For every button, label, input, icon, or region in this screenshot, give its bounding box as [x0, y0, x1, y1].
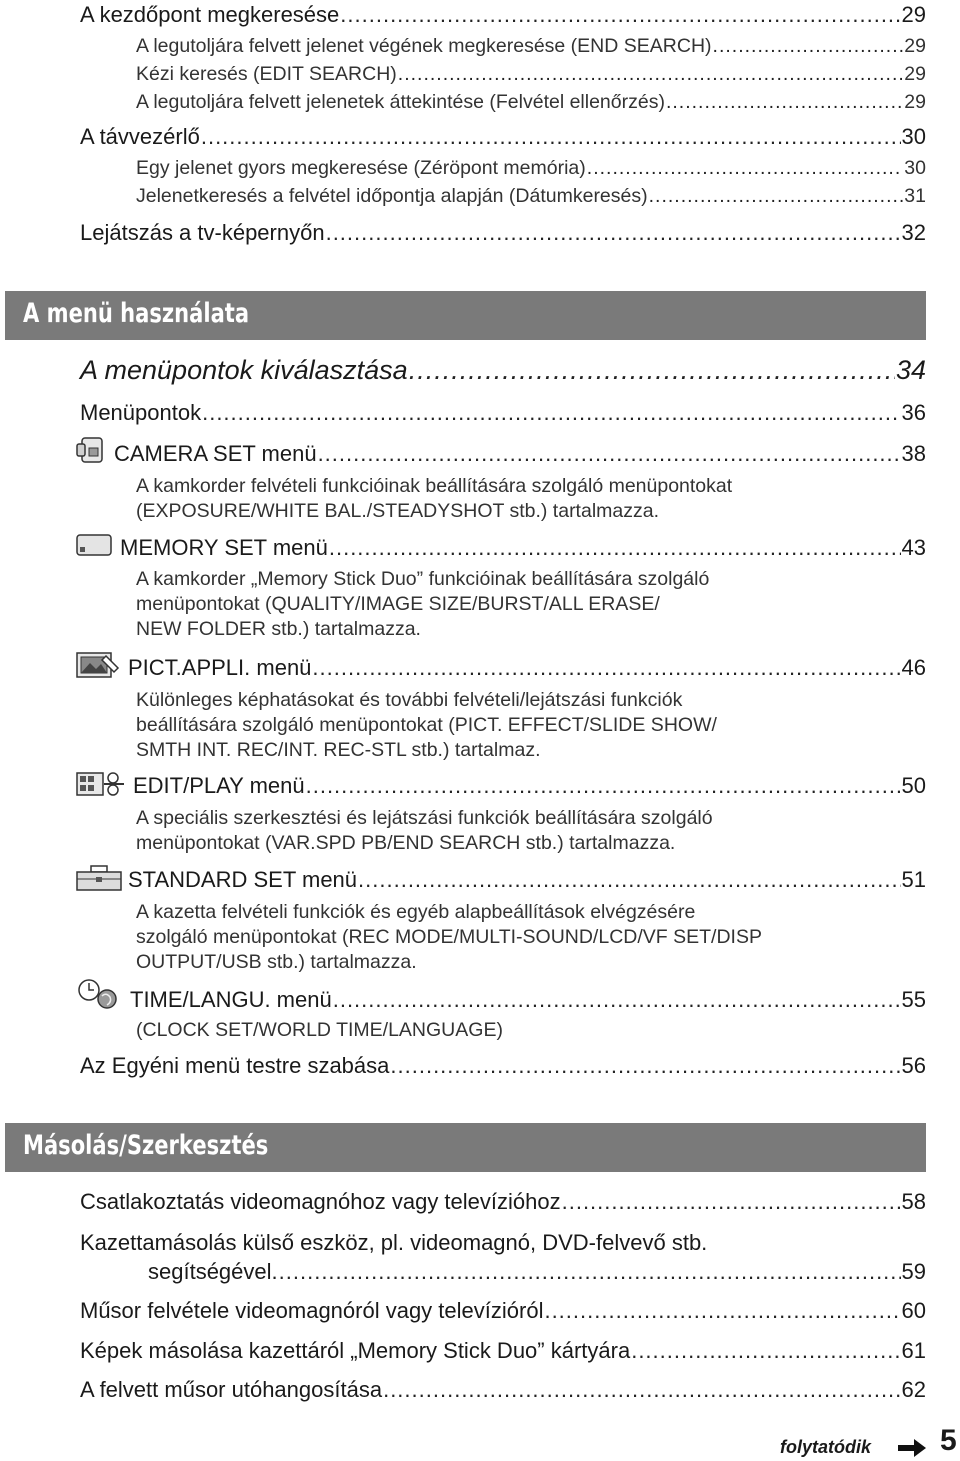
toc-entry-title: Egy jelenet gyors megkeresése (Zéröpont memória) [136, 157, 586, 179]
toc-subentry[interactable] [136, 157, 926, 180]
menu-description: A kazetta felvételi funkciók és egyéb alapbeállítások elvégzésére szolgáló menüpontokat (REC MODE/MULTI-SOUND/LCD/VF SET/DISP OUTPUT/USB stb.) tartalmazza. [136, 901, 762, 973]
toc-entry-title: A menüpontok kiválasztása [80, 355, 408, 385]
toc-entry-title-line1: Kazettamásolás külső eszköz, pl. videomagnó, DVD-felvevő stb. [80, 1230, 708, 1255]
toc-subentry[interactable] [136, 185, 926, 208]
toolbox-icon [76, 864, 122, 892]
toc-entry-title: Csatlakoztatás videomagnóhoz vagy televízióhoz [80, 1189, 561, 1214]
menu-description: (CLOCK SET/WORLD TIME/LANGUAGE) [136, 1019, 503, 1041]
edit-play-icon [76, 770, 126, 798]
toc-entry-title: STANDARD SET menü [128, 867, 358, 892]
toc-entry[interactable] [80, 1298, 926, 1324]
toc-entry[interactable] [80, 1338, 926, 1364]
toc-entry-page: 50 [901, 773, 926, 798]
toc-entry-page: 29 [904, 91, 926, 113]
toc-entry-page: 36 [901, 400, 926, 425]
toc-subentry[interactable] [136, 35, 926, 58]
menu-entry-standard-set[interactable] [128, 867, 926, 893]
toc-entry-page: 29 [904, 63, 926, 85]
toc-entry-page: 30 [904, 157, 926, 179]
menu-entry-edit-play[interactable] [133, 773, 926, 799]
toc-entry-title: A kezdőpont megkeresése [80, 2, 340, 27]
toc-entry-title: EDIT/PLAY menü [133, 773, 305, 798]
toc-entry-page: 32 [901, 220, 926, 245]
toc-entry[interactable] [80, 1377, 926, 1403]
toc-subentry[interactable] [136, 63, 926, 86]
toc-entry-title: MEMORY SET menü [120, 535, 328, 560]
menu-description: A speciális szerkesztési és lejátszási funkciók beállítására szolgáló menüpontokat (VAR.SPD PB/END SEARCH stb.) tartalmazza. [136, 807, 713, 854]
arrow-right-icon [897, 1438, 927, 1458]
toc-entry-title: Menüpontok [80, 400, 202, 425]
clock-globe-icon [76, 978, 120, 1010]
toc-entry-title: A felvett műsor utóhangosítása [80, 1377, 383, 1402]
toc-entry-page: 51 [901, 867, 926, 892]
toc-entry-title: Műsor felvétele videomagnóról vagy televízióról [80, 1298, 544, 1323]
toc-entry-page: 34 [895, 355, 926, 385]
menu-entry-pict-appli[interactable] [128, 655, 926, 681]
toc-entry-title: A távvezérlő [80, 124, 200, 149]
memory-card-icon [76, 533, 112, 557]
menu-description: Különleges képhatásokat és további felvételi/lejátszási funkciók beállítására szolgáló menüpontokat (PICT. EFFECT/SLIDE SHOW/ SMTH INT. REC/INT. REC-STL stb.) tartalmaz. [136, 689, 717, 761]
toc-entry-page: 30 [901, 124, 926, 149]
menu-entry-camera-set[interactable] [114, 441, 926, 467]
toc-lead-entry[interactable] [80, 355, 926, 386]
toc-entry-title: TIME/LANGU. menü [130, 987, 332, 1012]
toc-entry-title: PICT.APPLI. menü [128, 655, 312, 680]
menu-description: A kamkorder felvételi funkcióinak beállítására szolgáló menüpontokat (EXPOSURE/WHITE BAL./STEADYSHOT stb.) tartalmazza. [136, 475, 733, 522]
menu-entry-memory-set[interactable] [120, 535, 926, 561]
toc-entry[interactable] [80, 1189, 926, 1215]
page-number: 5 [940, 1424, 957, 1457]
toc-entry-title: A legutoljára felvett jelenet végének megkeresése (END SEARCH) [136, 35, 712, 57]
toc-entry-page: 46 [901, 655, 926, 680]
toc-entry-title: Lejátszás a tv-képernyőn [80, 220, 325, 245]
toc-entry[interactable] [80, 220, 926, 246]
toc-subentry[interactable] [136, 91, 926, 114]
toc-entry[interactable] [80, 1053, 926, 1079]
toc-entry[interactable] [80, 124, 926, 150]
toc-entry-page: 56 [901, 1053, 926, 1078]
toc-entry-page: 29 [904, 35, 926, 57]
toc-entry-page: 43 [901, 535, 926, 560]
toc-entry-page: 29 [901, 2, 926, 27]
menu-entry-time-langu[interactable] [130, 987, 926, 1013]
toc-entry-title: A legutoljára felvett jelenetek áttekintése (Felvétel ellenőrzés) [136, 91, 665, 113]
toc-entry-title: CAMERA SET menü [114, 441, 317, 466]
toc-entry-page: 60 [901, 1298, 926, 1323]
toc-entry-title: Kézi keresés (EDIT SEARCH) [136, 63, 397, 85]
toc-entry-title: segítségével. [148, 1259, 278, 1284]
toc-entry[interactable] [80, 2, 926, 28]
toc-entry[interactable] [148, 1259, 926, 1285]
toc-entry-page: 55 [901, 987, 926, 1012]
toc-entry-page: 61 [901, 1338, 926, 1363]
picture-app-icon [76, 650, 120, 680]
section-header [5, 1123, 926, 1172]
toc-entry-page: 58 [901, 1189, 926, 1214]
continued-label: folytatódik [780, 1437, 872, 1457]
toc-entry-title: Az Egyéni menü testre szabása [80, 1053, 390, 1078]
toc-entry-title: Jelenetkeresés a felvétel időpontja alapján (Dátumkeresés) [136, 185, 648, 207]
section-header [5, 291, 926, 340]
toc-entry-page: 38 [901, 441, 926, 466]
section-title: Másolás/Szerkesztés [23, 1130, 269, 1161]
toc-entry[interactable] [80, 400, 926, 426]
toc-entry-page: 31 [904, 185, 926, 207]
camera-icon [76, 436, 108, 464]
toc-entry-page: 59 [901, 1259, 926, 1284]
menu-description: A kamkorder „Memory Stick Duo” funkcióinak beállítására szolgáló menüpontokat (QUALITY/IMAGE SIZE/BURST/ALL ERASE/ NEW FOLDER stb.) tartalmazza. [136, 568, 710, 640]
toc-entry-title: Képek másolása kazettáról „Memory Stick Duo” kártyára [80, 1338, 631, 1363]
section-title: A menü használata [23, 298, 250, 329]
toc-entry-page: 62 [901, 1377, 926, 1402]
